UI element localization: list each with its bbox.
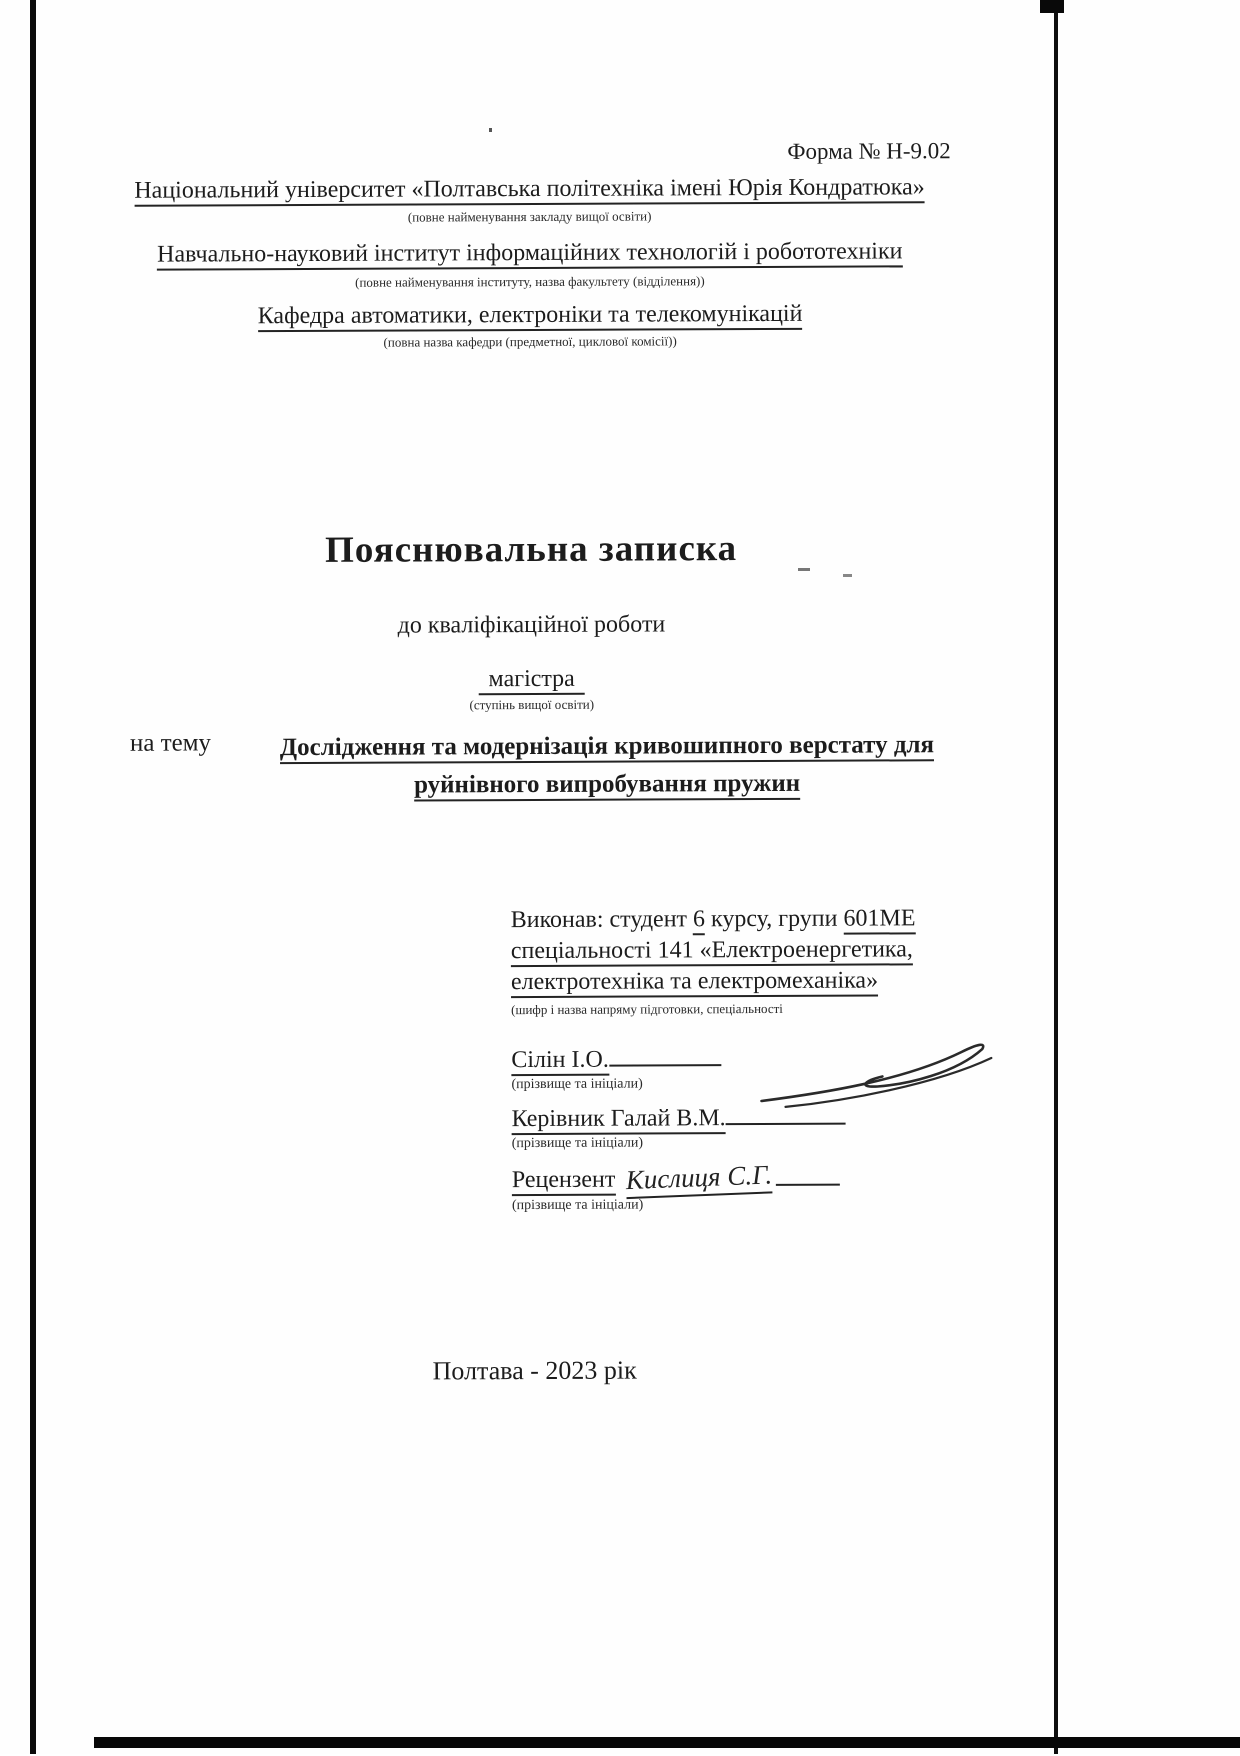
supervisor-name: Керівник Галай В.М. <box>512 1105 726 1135</box>
reviewer-signature-name: Кислиця С.Г. <box>625 1159 773 1199</box>
degree-value: магістра <box>478 666 584 695</box>
institute-name: Навчально-науковий інститут інформаційних технологій і робототехніки <box>157 238 902 270</box>
institute-name-line <box>0 238 1060 270</box>
university-note: (повне найменування закладу вищої освіти) <box>407 208 652 225</box>
speciality-line-1 <box>511 934 991 967</box>
supervisor-note: (прізвище та ініціали) <box>511 1135 644 1152</box>
executor-course: 6 <box>693 906 705 935</box>
degree-line <box>2 664 1062 696</box>
document-title: Пояснювальна записка <box>324 528 738 571</box>
speciality-line-2 <box>511 965 991 998</box>
reviewer-label: Рецензент <box>512 1167 616 1196</box>
speciality-text-1: спеціальності 141 «Електроенергетика, <box>511 936 913 967</box>
speciality-note: (шифр і назва напряму підготовки, спеціальності <box>511 1000 783 1018</box>
executor-mid: курсу, групи <box>710 905 838 933</box>
department-name: Кафедра автоматики, електроніки та телекомунікацій <box>258 301 803 332</box>
student-underline-blank <box>609 1046 721 1066</box>
city-year: Полтава - 2023 рік <box>432 1355 637 1386</box>
university-name: Національний університет «Полтавська політехніка імені Юрія Кондратюка» <box>134 174 925 206</box>
reviewer-note: (прізвище та ініціали) <box>511 1197 644 1214</box>
reviewer-line <box>512 1161 992 1197</box>
executor-line <box>511 903 991 936</box>
form-code: Форма № Н-9.02 <box>787 138 951 164</box>
department-name-line <box>0 300 1060 332</box>
topic-label: на тему <box>129 729 212 757</box>
executor-group: 601МЕ <box>843 905 915 934</box>
topic-text <box>242 726 972 805</box>
institute-note: (повне найменування інституту, назва факультету (відділення)) <box>355 273 705 290</box>
degree-note: (ступінь вищої освіти) <box>469 696 595 713</box>
topic-line-1: Дослідження та модернізація кривошипного верстату для <box>280 731 934 764</box>
university-name-line <box>0 174 1060 206</box>
supervisor-signature-icon <box>755 1038 995 1115</box>
student-name: Сілін І.О. <box>511 1047 609 1076</box>
document-subtitle: до кваліфікаційної роботи <box>397 611 666 639</box>
topic-line-2: руйнівного випробування пружин <box>414 770 800 802</box>
student-note: (прізвище та ініціали) <box>511 1076 643 1093</box>
speciality-text-2: електротехніка та електромеханіка» <box>511 967 878 998</box>
department-note: (повна назва кафедри (предметної, циклової комісії)) <box>383 333 677 350</box>
executor-prefix: Виконав: студент <box>510 906 688 934</box>
reviewer-underline-blank <box>776 1166 840 1186</box>
